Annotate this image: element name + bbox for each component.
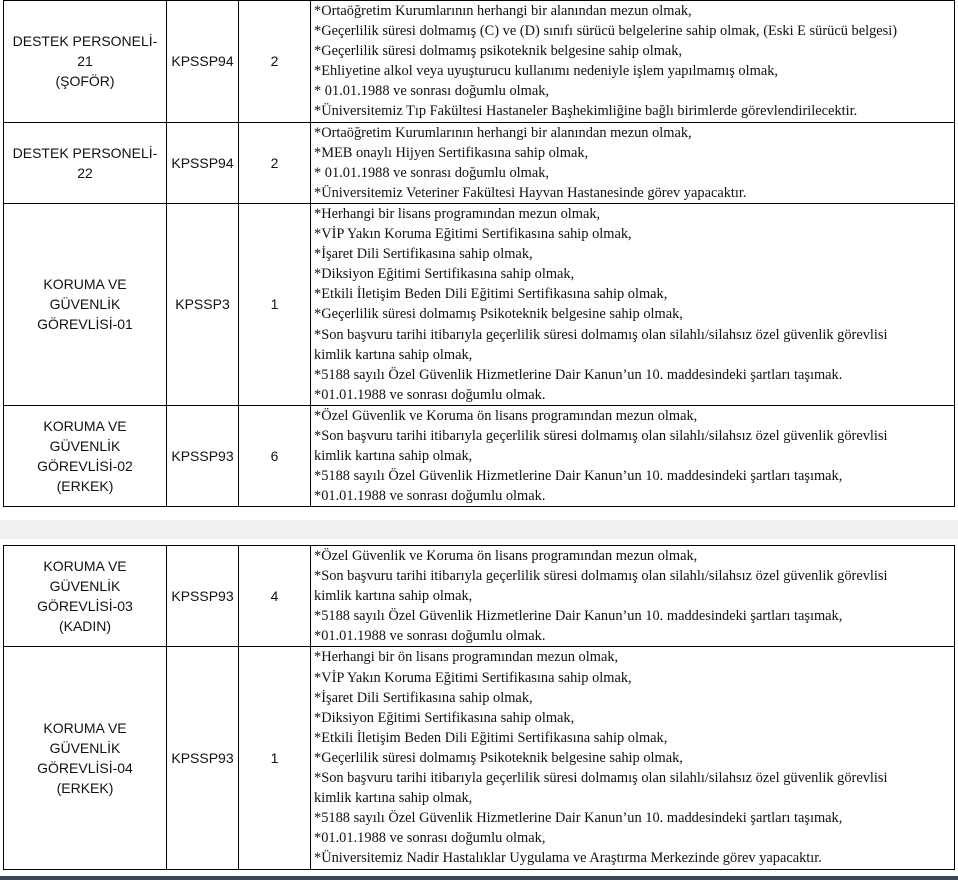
requirement-line: kimlik kartına sahip olmak, <box>314 588 473 605</box>
requirement-line: *Diksiyon Eğitimi Sertifikasına sahip olmak, <box>314 266 575 283</box>
position-title-line: GÖREVLİSİ-04 <box>37 759 133 776</box>
requirement-line: *Son başvuru tarihi itibarıyla geçerlilik süresi dolmamış olan silahlı/silahsız özel güvenlik görevlisi <box>314 568 888 585</box>
position-title-line: 21 <box>77 53 93 70</box>
requirement-line: kimlik kartına sahip olmak, <box>314 346 473 363</box>
kpss-code-cell: KPSSP93 <box>167 546 239 647</box>
kpss-code-cell: KPSSP94 <box>167 1 239 123</box>
position-count-cell: 1 <box>239 647 311 869</box>
requirement-line: *Özel Güvenlik ve Koruma ön lisans programından mezun olmak, <box>314 407 698 424</box>
requirement-line: *Son başvuru tarihi itibarıyla geçerlilik süresi dolmamış olan silahlı/silahsız özel güvenlik görevlisi <box>314 326 888 343</box>
requirement-line: *Diksiyon Eğitimi Sertifikasına sahip olmak, <box>314 709 575 726</box>
requirement-line: kimlik kartına sahip olmak, <box>314 448 473 465</box>
position-title-line: (ERKEK) <box>56 779 114 796</box>
position-title-line: KORUMA VE <box>43 276 127 293</box>
requirement-line: *01.01.1988 ve sonrası doğumlu olmak. <box>314 628 546 645</box>
requirements-cell <box>311 546 955 647</box>
position-title-line: GÖREVLİSİ-02 <box>37 458 133 475</box>
position-title-line: (ŞOFÖR) <box>55 73 115 90</box>
position-count-cell: 2 <box>239 1 311 123</box>
requirement-line: *Üniversitemiz Tıp Fakültesi Hastaneler Başhekimliğine bağlı birimlerde görevlendirilecektir. <box>314 103 858 120</box>
requirement-line: kimlik kartına sahip olmak, <box>314 790 473 807</box>
requirement-line: *5188 sayılı Özel Güvenlik Hizmetlerine Dair Kanun’un 10. maddesindeki şartları taşımak. <box>314 366 843 383</box>
requirement-line: *İşaret Dili Sertifikasına sahip olmak, <box>314 246 533 263</box>
position-title-line: GÜVENLİK <box>49 296 121 313</box>
position-title-cell <box>4 1 167 123</box>
requirements-cell <box>311 1 955 123</box>
requirement-line: * 01.01.1988 ve sonrası doğumlu olmak, <box>314 164 550 181</box>
positions-table <box>3 545 955 870</box>
requirement-line: *VİP Yakın Koruma Eğitimi Sertifikasına sahip olmak, <box>314 669 632 686</box>
requirement-line: *Herhangi bir lisans programından mezun olmak, <box>314 205 601 222</box>
position-title-line: GÜVENLİK <box>49 739 121 756</box>
requirement-line: *5188 sayılı Özel Güvenlik Hizmetlerine Dair Kanun’un 10. maddesindeki şartları taşımak, <box>314 468 843 485</box>
requirement-line: *Üniversitemiz Nadir Hastalıklar Uygulama ve Araştırma Merkezinde görev yapacaktır. <box>314 850 822 867</box>
requirements-cell <box>311 405 955 506</box>
table-row <box>4 122 955 203</box>
requirement-line: *5188 sayılı Özel Güvenlik Hizmetlerine Dair Kanun’un 10. maddesindeki şartları taşımak, <box>314 608 843 625</box>
position-count-cell: 6 <box>239 405 311 506</box>
position-title-cell <box>4 122 167 203</box>
page-separator <box>0 520 958 539</box>
requirement-line: *Herhangi bir ön lisans programından mezun olmak, <box>314 649 619 666</box>
position-title-line: GÖREVLİSİ-01 <box>37 316 133 333</box>
positions-table-page-2 <box>0 545 958 870</box>
requirement-line: *Geçerlilik süresi dolmamış Psikoteknik belgesine sahip olmak, <box>314 306 683 323</box>
requirement-line: *Ortaöğretim Kurumlarının herhangi bir alanından mezun olmak, <box>314 3 692 19</box>
requirement-line: *Ortaöğretim Kurumlarının herhangi bir alanından mezun olmak, <box>314 124 692 141</box>
position-title-line: GÜVENLİK <box>49 578 121 595</box>
table-body <box>4 546 955 870</box>
kpss-code-cell: KPSSP93 <box>167 647 239 869</box>
requirement-line: *01.01.1988 ve sonrası doğumlu olmak. <box>314 488 546 505</box>
position-title-line: DESTEK PERSONELİ- <box>12 33 158 50</box>
requirement-line: *Son başvuru tarihi itibarıyla geçerlilik süresi dolmamış olan silahlı/silahsız özel güvenlik görevlisi <box>314 427 888 444</box>
position-count-cell: 2 <box>239 122 311 203</box>
position-title-line: KORUMA VE <box>43 418 127 435</box>
requirement-line: *Özel Güvenlik ve Koruma ön lisans programından mezun olmak, <box>314 548 698 564</box>
window-bottom-edge <box>0 876 958 880</box>
requirement-line: *01.01.1988 ve sonrası doğumlu olmak. <box>314 386 546 403</box>
requirement-line: *5188 sayılı Özel Güvenlik Hizmetlerine Dair Kanun’un 10. maddesindeki şartları taşımak, <box>314 810 843 827</box>
position-title-cell <box>4 405 167 506</box>
requirements-cell <box>311 647 955 869</box>
position-title-cell <box>4 546 167 647</box>
requirement-line: *01.01.1988 ve sonrası doğumlu olmak, <box>314 830 546 847</box>
table-body <box>4 1 955 507</box>
position-title-line: (ERKEK) <box>56 478 114 495</box>
table-row <box>4 1 955 123</box>
requirement-line: *Geçerlilik süresi dolmamış Psikoteknik belgesine sahip olmak, <box>314 749 683 766</box>
kpss-code-cell: KPSSP94 <box>167 122 239 203</box>
position-title-line: DESTEK PERSONELİ- <box>12 144 158 161</box>
position-title-line: 22 <box>77 164 93 181</box>
position-title-cell <box>4 203 167 405</box>
requirements-cell <box>311 203 955 405</box>
positions-table <box>3 0 955 507</box>
position-title-cell <box>4 647 167 869</box>
position-title-line: KORUMA VE <box>43 558 127 575</box>
requirement-line: *Üniversitemiz Veteriner Fakültesi Hayvan Hastanesinde görev yapacaktır. <box>314 184 747 201</box>
requirement-line: *Etkili İletişim Beden Dili Eğitimi Sertifikasına sahip olmak, <box>314 729 668 746</box>
table-row <box>4 203 955 405</box>
position-count-cell: 1 <box>239 203 311 405</box>
requirement-line: *MEB onaylı Hijyen Sertifikasına sahip olmak, <box>314 144 589 161</box>
position-title-line: KORUMA VE <box>43 719 127 736</box>
position-title-line: GÜVENLİK <box>49 438 121 455</box>
kpss-code-cell: KPSSP3 <box>167 203 239 405</box>
requirement-line: *Geçerlilik süresi dolmamış psikoteknik belgesine sahip olmak, <box>314 43 683 60</box>
table-row <box>4 546 955 647</box>
kpss-code-cell: KPSSP93 <box>167 405 239 506</box>
requirement-line: *VİP Yakın Koruma Eğitimi Sertifikasına sahip olmak, <box>314 226 632 243</box>
position-title-line: GÖREVLİSİ-03 <box>37 598 133 615</box>
position-title-line: (KADIN) <box>58 618 112 635</box>
requirement-line: *Son başvuru tarihi itibarıyla geçerlilik süresi dolmamış olan silahlı/silahsız özel güvenlik görevlisi <box>314 770 888 787</box>
requirement-line: *Geçerlilik süresi dolmamış (C) ve (D) sınıfı sürücü belgelerine sahip olmak, (Eski E sürücü belgesi) <box>314 23 898 40</box>
position-count-cell: 4 <box>239 546 311 647</box>
requirement-line: * 01.01.1988 ve sonrası doğumlu olmak, <box>314 83 550 100</box>
table-row <box>4 647 955 869</box>
requirement-line: *Etkili İletişim Beden Dili Eğitimi Sertifikasına sahip olmak, <box>314 286 668 303</box>
requirement-line: *İşaret Dili Sertifikasına sahip olmak, <box>314 689 533 706</box>
requirements-cell <box>311 122 955 203</box>
requirement-line: *Ehliyetine alkol veya uyuşturucu kullanımı nedeniyle işlem yapılmamış olmak, <box>314 63 778 80</box>
table-row <box>4 405 955 506</box>
